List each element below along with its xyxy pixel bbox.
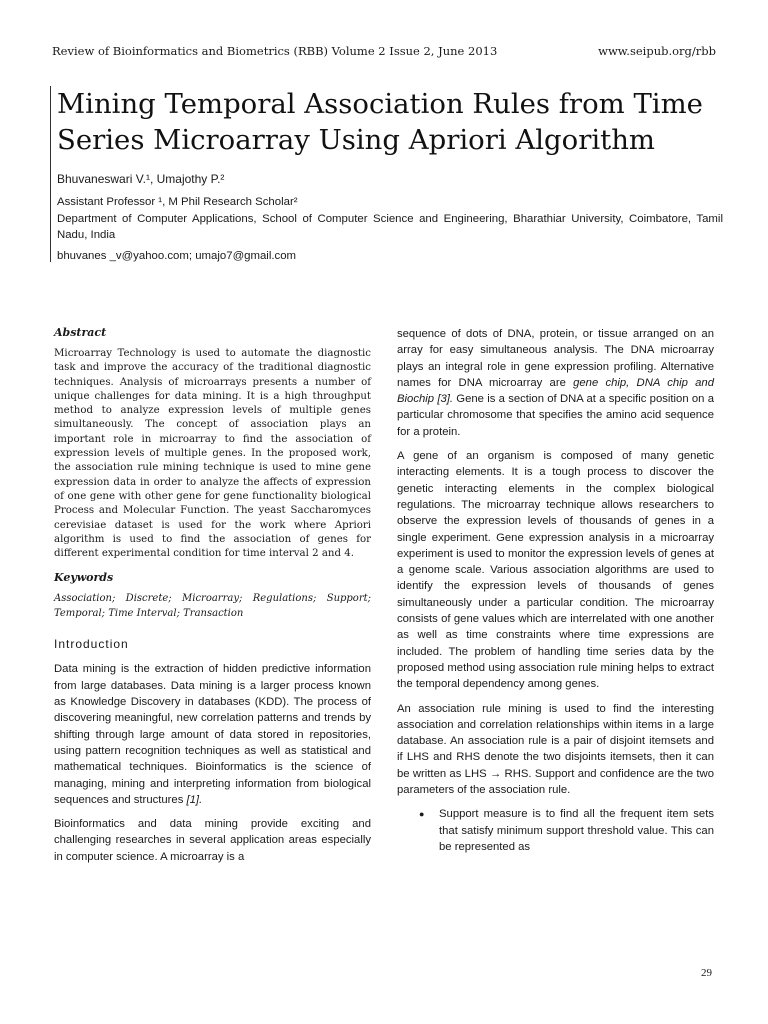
abstract-text: Microarray Technology is used to automate the diagnostic task and improve the accuracy of the traditional diagnostic techniques. Analysis of microarrays presents a number of unique challenges for data mining. It is a high throughput method to analyze expression levels of multiple genes simultaneously. The concept of association plays an important role in microarray to find the association of expression levels of multiple genes. In the proposed work, the association rule mining technique is used to mine gene expression data in order to analyze the affects of expression of one gene with other gene for gene functionality biological Process and Molecular Function. The yeast Saccharomyces cerevisiae dataset is used for the work where Apriori algorithm is used to find the association of genes for different experimental condition for time interval 2 and 4. — [54, 348, 371, 560]
citation-1: [1]. — [186, 793, 203, 806]
intro-paragraph-1 — [54, 661, 371, 808]
authors: Bhuvaneswari V.¹, Umajothy P.² — [57, 172, 225, 186]
paper-title: Mining Temporal Association Rules from Time Series Microarray Using Apriori Algorithm — [57, 88, 703, 156]
right-p1-italic: gene chip, DNA chip and Biochip [3]. — [397, 376, 714, 406]
keywords-heading: Keywords — [54, 571, 114, 585]
right-p1-text-a: sequence of dots of DNA, protein, or tissue arranged on an array for easy simultaneous analysis. The DNA microarray plays an integral role in gene expression profiling. Alternative names for DNA microarray are — [397, 328, 714, 389]
keywords-text: Association; Discrete; Microarray; Regulations; Support; Temporal; Time Interval; Transaction — [54, 593, 371, 619]
intro-paragraph-2: Bioinformatics and data mining provide exciting and challenging researches in several application areas especially in computer science. A microarray is a — [54, 818, 371, 863]
right-paragraph-1 — [397, 326, 714, 440]
bullet-text: Support measure is to find all the frequent item sets that satisfy minimum support threshold value. This can be represented as — [439, 808, 714, 853]
journal-url: www.seipub.org/rbb — [598, 44, 716, 58]
intro-p1-text: Data mining is the extraction of hidden predictive information from large databases. Data mining is a larger process known as Knowledge Discovery in databases (KDD). The process of discovering meaningful, new correlation patterns and trends by shifting through large amount of data stored in repositories, using pattern recognition techniques as well as statistical and mathematical techniques. Bioinformatics is the science of managing, mining and interpreting information from biological sequences and structures — [54, 663, 371, 806]
journal-info: Review of Bioinformatics and Biometrics (RBB) Volume 2 Issue 2, June 2013 — [52, 44, 498, 58]
right-column — [397, 326, 714, 855]
running-header — [52, 44, 716, 58]
bullet-item — [419, 806, 714, 855]
affiliation-roles: Assistant Professor ¹, M Phil Research Scholar² — [57, 196, 298, 208]
left-column — [54, 326, 371, 873]
page-number: 29 — [701, 967, 712, 979]
abstract-heading: Abstract — [54, 326, 107, 339]
right-paragraph-3: An association rule mining is used to find the interesting association and correlation relationships within items in a large database. An association rule is a pair of disjoint itemsets and if LHS and RHS denote the two disjoints itemsets, then it can be written as LHS → RHS. Support and confidence are the two parameters of the association rule. — [397, 702, 714, 797]
introduction-heading: Introduction — [54, 637, 129, 652]
affiliation-department: Department of Computer Applications, School of Computer Science and Engineering, Bharathiar University, Coimbatore, Tamil Nadu, India — [57, 212, 723, 241]
author-emails: bhuvanes _v@yahoo.com; umajo7@gmail.com — [57, 249, 297, 262]
right-p1-text-b: Gene is a section of DNA at a specific position on a particular chromosome that specifies the amino acid sequence for a protein. — [397, 393, 715, 438]
right-paragraph-2: A gene of an organism is composed of many genetic interacting elements. It is a tough process to discover the genetic interacting elements in the complex biological regulations. The microarray technique allows researchers to observe the expression levels of thousands of genes in a single experiment. Gene expression analysis in a microarray experiment is used to monitor the expression levels of genes at a genome scale. Various association algorithms are used to identify the expression levels of thousands of genes simultaneously under a particular condition. The microarray consists of gene values which are interrelated with one another as well as time constraints where time expressions are included. The problem of handling time series data by the proposed method using association rule mining helps to extract the temporal dependency among genes. — [397, 450, 714, 691]
bullet-dot-icon: ● — [419, 809, 425, 820]
title-block — [50, 86, 723, 262]
